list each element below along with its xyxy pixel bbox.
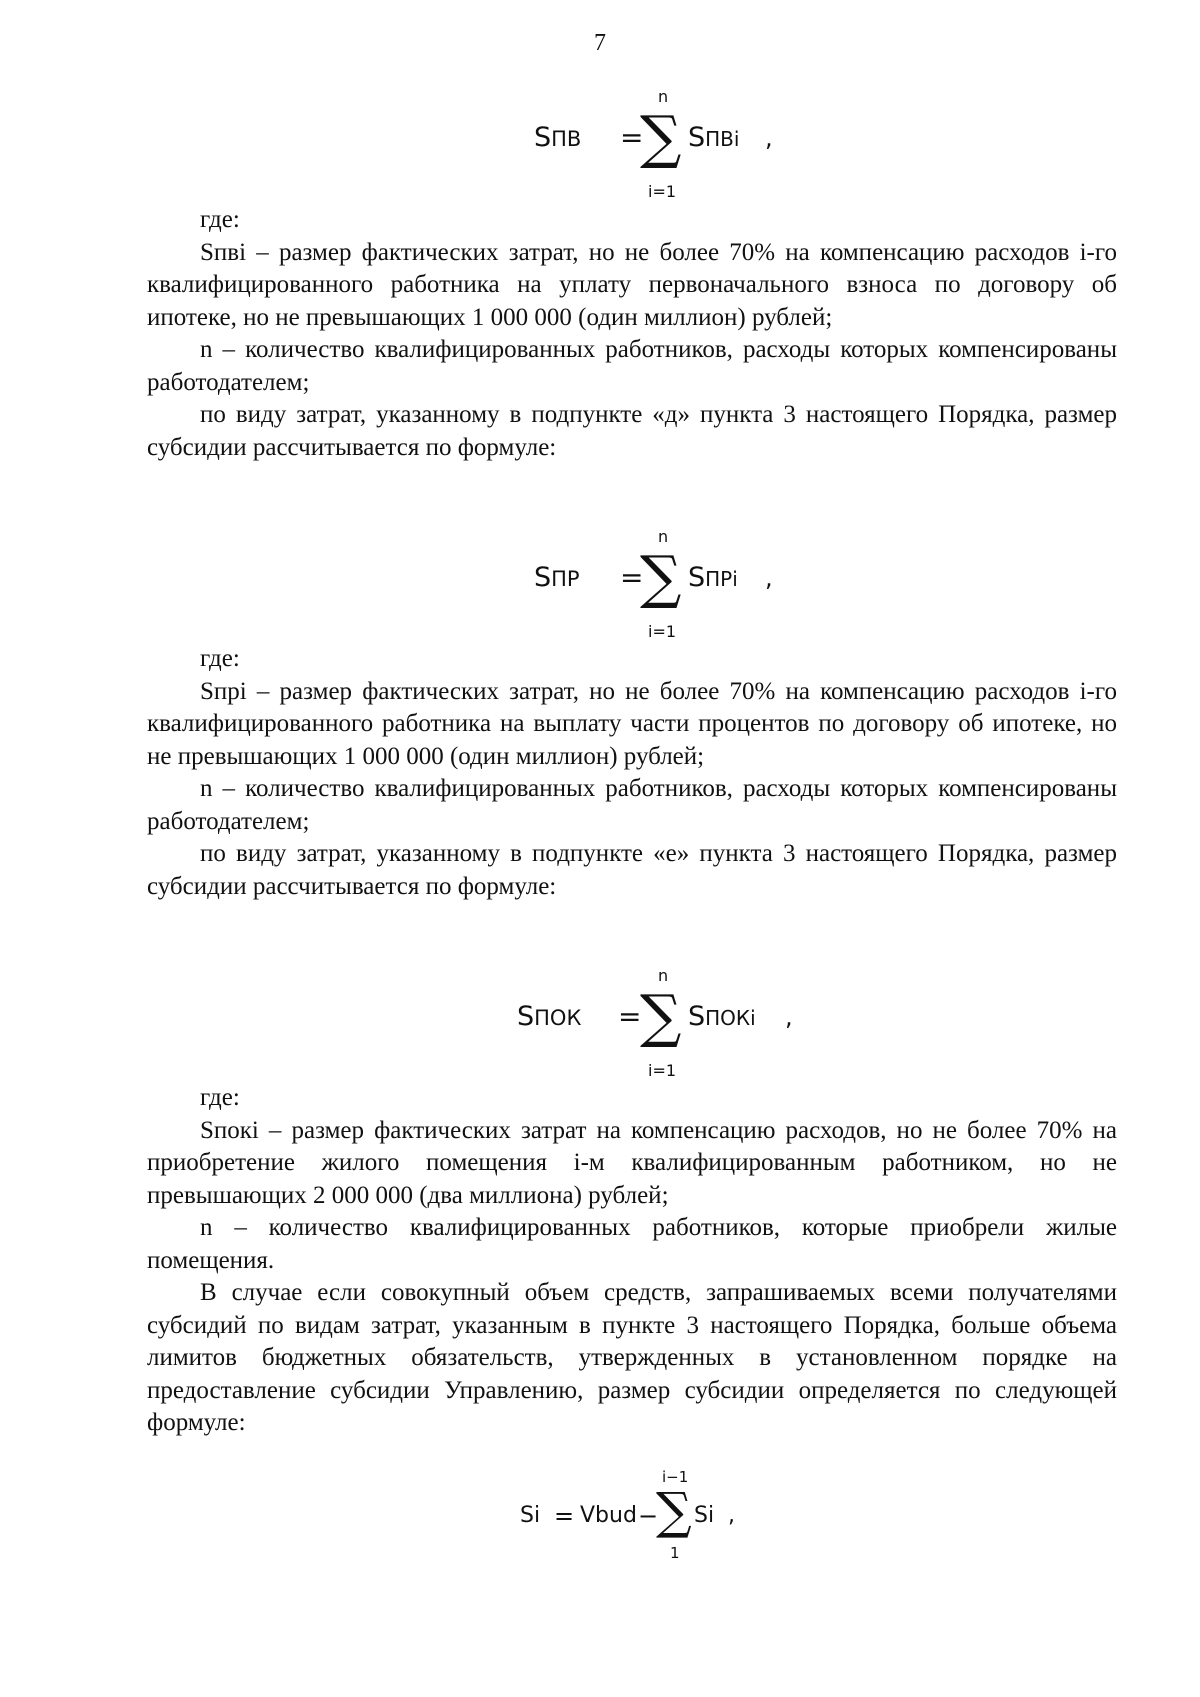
sum-lower-limit: i=1: [648, 182, 677, 201]
formula-term: SПВi: [688, 122, 740, 153]
definition-n: n – количество квалифицированных работников, расходы которых компенсированы работодателем;: [147, 775, 1117, 835]
budget-limit-paragraph: В случае если совокупный объем средств, запрашиваемых всеми получателями субсидий по видам затрат, указанным в пункте 3 настоящего Порядка, больше объема лимитов бюджетных обязательств, утвержденных в установленном порядке на предоставление субсидии Управлению, размер субсидии определяется по следующей формуле:: [147, 1279, 1117, 1436]
sum-upper-limit: n: [658, 966, 669, 985]
explanation-block-3: [147, 1082, 1117, 1440]
formula-term-subscript: ПОКi: [705, 1006, 756, 1030]
equals-sign: =: [620, 121, 644, 154]
sigma-icon: ∑: [656, 1482, 692, 1540]
formula-si: [520, 1470, 760, 1570]
equals-sign: =: [618, 1000, 642, 1033]
formula-intro-e: по виду затрат, указанному в подпункте «е» пункта 3 настоящего Порядка, размер субсидии рассчитывается по формуле:: [147, 840, 1117, 900]
definition-spvi: Sпвi – размер фактических затрат, но не более 70% на компенсацию расходов i-го квалифицированного работника на уплату первоначального взноса по договору об ипотеке, но не превышающих 1 000 000 (один миллион) рублей;: [147, 238, 1117, 331]
formula-comma: ,: [728, 1503, 735, 1528]
where-label: где:: [200, 645, 240, 672]
formula-comma: ,: [765, 564, 773, 592]
formula-lhs-subscript: ПОК: [534, 1006, 582, 1030]
definition-n: n – количество квалифицированных работников, которые приобрели жилые помещения.: [147, 1214, 1117, 1274]
formula-term: Si: [694, 1503, 715, 1528]
sigma-icon: ∑: [640, 982, 682, 1050]
sum-upper-limit: n: [658, 87, 669, 106]
sum-lower-limit: i=1: [648, 622, 677, 641]
explanation-block-1: [147, 204, 1117, 464]
formula-intro-d: по виду затрат, указанному в подпункте «д» пункта 3 настоящего Порядка, размер субсидии рассчитывается по формуле:: [147, 401, 1117, 461]
formula-lhs: Si: [520, 1503, 541, 1528]
sigma-icon: ∑: [640, 543, 682, 611]
formula-lhs-subscript: ПР: [551, 567, 580, 591]
sum-lower-limit: 1: [670, 1544, 680, 1562]
equals-sign: =: [620, 561, 644, 594]
formula-spv: [520, 87, 773, 208]
where-label: где:: [200, 206, 240, 233]
formula-lhs: SПВ: [534, 122, 582, 153]
equals-sign: =: [554, 1502, 575, 1530]
definition-n: n – количество квалифицированных работников, расходы которых компенсированы работодателем;: [147, 336, 1117, 396]
vbud-symbol: Vbud: [580, 1503, 637, 1528]
formula-term: SПРi: [688, 562, 738, 593]
definition-spoki: Sпокi – размер фактических затрат на компенсацию расходов, но не более 70% на приобретение жилого помещения i-м квалифицированным работником, но не превышающих 2 000 000 (два миллиона) рублей;: [147, 1116, 1117, 1209]
sum-upper-limit: i−1: [662, 1468, 689, 1486]
sum-upper-limit: n: [658, 527, 669, 546]
formula-comma: ,: [785, 1003, 793, 1031]
formula-term-subscript: ПВi: [705, 127, 740, 151]
formula-lhs-subscript: ПВ: [551, 127, 582, 151]
formula-term: SПОКi: [688, 1001, 756, 1032]
formula-comma: ,: [765, 124, 773, 152]
explanation-block-2: [147, 643, 1117, 903]
page-number: 7: [594, 30, 606, 56]
minus-sign: −: [638, 1502, 659, 1530]
where-label: где:: [200, 1084, 240, 1111]
definition-spri: Sпрi – размер фактических затрат, но не более 70% на компенсацию расходов i-го квалифицированного работника на выплату части процентов по договору об ипотеке, но не превышающих 1 000 000 (один миллион) рублей;: [147, 677, 1117, 770]
formula-spr: [520, 527, 773, 648]
formula-lhs: SПОК: [517, 1001, 582, 1032]
sigma-icon: ∑: [640, 103, 682, 171]
formula-lhs: SПР: [534, 562, 580, 593]
formula-term-subscript: ПРi: [705, 567, 738, 591]
formula-spok: [505, 966, 793, 1087]
sum-lower-limit: i=1: [648, 1061, 677, 1080]
